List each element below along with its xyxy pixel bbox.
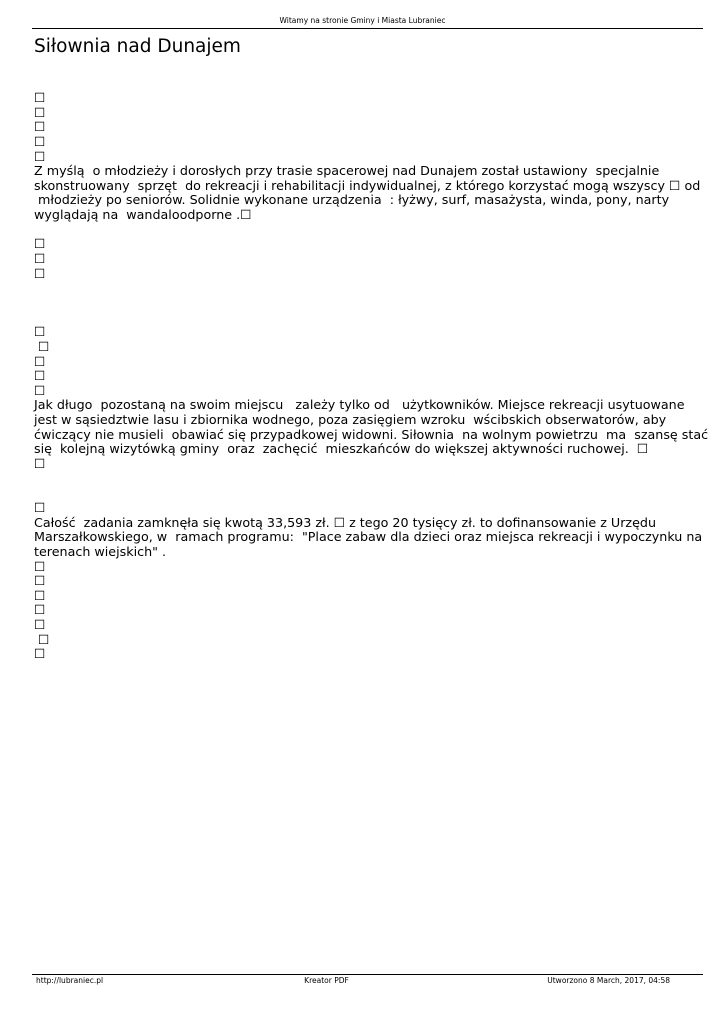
body-line: ☐	[34, 148, 46, 164]
body-line	[34, 281, 706, 296]
body-line	[34, 296, 706, 311]
body-line	[34, 472, 706, 487]
body-line: młodzieży po seniorów. Solidnie wykonane urządzenia : łyżwy, surf, masażysta, winda, pony, narty	[34, 192, 670, 208]
body-line: ☐	[34, 133, 46, 149]
body-line	[34, 486, 706, 501]
page-title: Siłownia nad Dunajem	[34, 36, 241, 57]
body-line: ☐	[34, 353, 46, 369]
body-line: ☐	[34, 558, 46, 574]
body-line: ☐	[34, 602, 46, 618]
body-line	[34, 223, 706, 238]
body-line: ☐	[34, 499, 46, 515]
body-line: terenach wiejskich" .	[34, 543, 167, 559]
footer-generator: Kreator PDF	[304, 976, 349, 985]
body-line: ☐	[34, 382, 46, 398]
footer-url: http://lubraniec.pl	[36, 976, 104, 985]
body-line: jest w sąsiedztwie lasu i zbiornika wodnego, poza zasięgiem wzroku wścibskich obserwatorów, aby	[34, 412, 667, 428]
body-line: Z myślą o młodzieży i dorosłych przy trasie spacerowej nad Dunajem został ustawiony specjalnie	[34, 163, 660, 179]
body-line: wyglądają na wandaloodporne .☐	[34, 207, 252, 223]
body-line: skonstruowany sprzęt do rekreacji i rehabilitacji indywidualnej, z którego korzystać mogą wszyscy ☐ od	[34, 177, 701, 193]
body-line: ☐	[34, 573, 46, 589]
body-line: Jak długo pozostaną na swoim miejscu zależy tylko od użytkowników. Miejsce rekreacji usytuowane	[34, 397, 685, 413]
body-line: ☐	[34, 324, 46, 340]
body-line	[34, 311, 706, 326]
footer-created-date: Utworzono 8 March, 2017, 04:58	[547, 976, 670, 985]
page-header-text: Witamy na stronie Gminy i Miasta Lubraniec	[279, 16, 446, 25]
body-line: ćwiczący nie musieli obawiać się przypadkowej widowni. Siłownia na wolnym powietrzu ma szansę stać	[34, 426, 709, 442]
body-line: ☐	[34, 119, 46, 135]
body-line: ☐	[34, 338, 50, 354]
footer-divider	[32, 974, 703, 975]
body-line: Marszałkowskiego, w ramach programu: "Place zabaw dla dzieci oraz miejsca rekreacji i wypoczynku na	[34, 529, 703, 545]
body-line: ☐	[34, 90, 46, 105]
body-line: ☐	[34, 104, 46, 120]
body-line: ☐	[34, 236, 46, 252]
body-line: ☐	[34, 265, 46, 281]
body-line: ☐	[34, 617, 46, 633]
body-line: się kolejną wizytówką gminy oraz zachęcić mieszkańców do większej aktywności ruchowej. ☐	[34, 441, 649, 457]
body-line: Całość zadania zamknęła się kwotą 33,593 zł. ☐ z tego 20 tysięcy zł. to dofinansowanie z Urzędu	[34, 514, 656, 530]
body-line: ☐	[34, 631, 50, 647]
body-line: ☐	[34, 587, 46, 603]
body-line: ☐	[34, 251, 46, 267]
article-body	[34, 90, 709, 662]
header-divider	[32, 28, 703, 29]
body-line: ☐	[34, 456, 46, 472]
body-line: ☐	[34, 368, 46, 384]
body-line: ☐	[34, 646, 46, 662]
